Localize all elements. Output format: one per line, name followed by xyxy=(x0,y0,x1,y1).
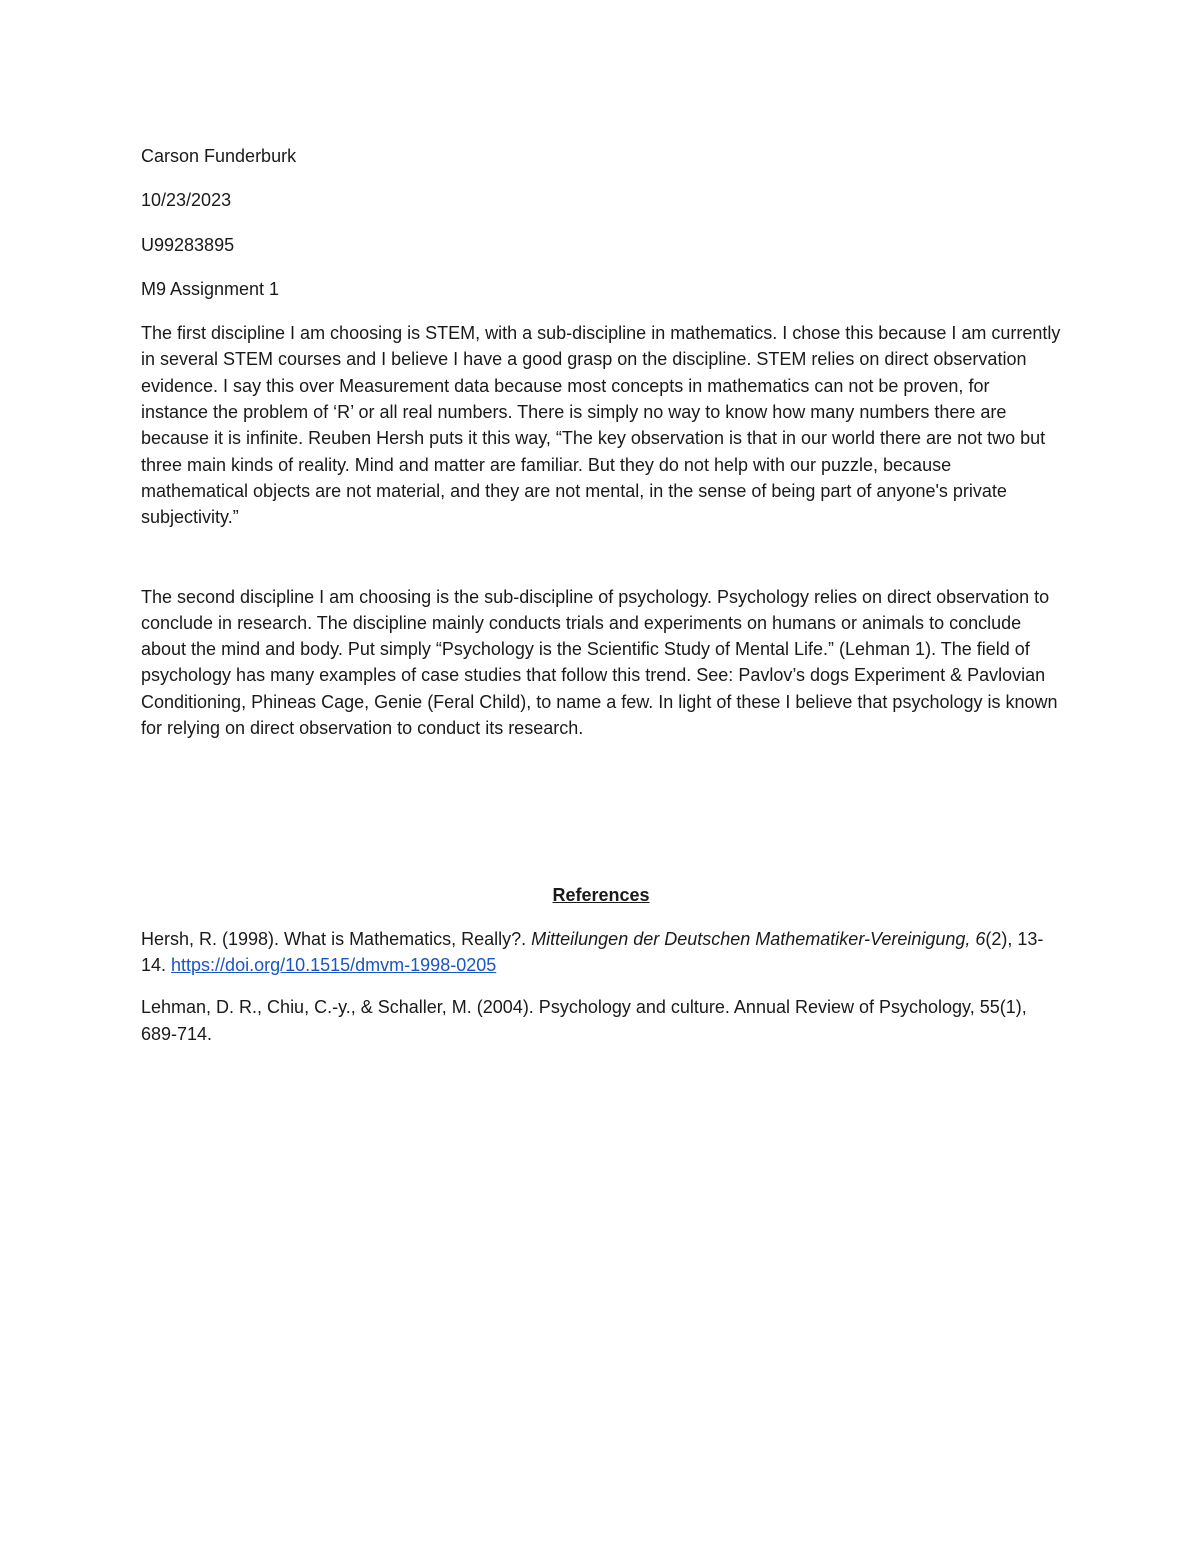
submission-date: 10/23/2023 xyxy=(141,190,232,211)
reference-hersh-journal: Mitteilungen der Deutschen Mathematiker-Vereinigung, 6 xyxy=(531,928,986,949)
body-paragraph-1: The first discipline I am choosing is STEM, with a sub-discipline in mathematics. I chose this because I am currently in several STEM courses and I believe I have a good grasp on the discipline. STEM relies on direct observation evidence. I say this over Measurement data because most concepts in mathematics can not be proven, for instance the problem of ‘R’ or all real numbers. There is simply no way to know how many numbers there are because it is infinite. Reuben Hersh puts it this way, “The key observation is that in our world there are not two but three main kinds of reality. Mind and matter are familiar. But they do not help with our puzzle, because mathematical objects are not material, and they are not mental, in the sense of being part of anyone's private subjectivity.” xyxy=(141,323,1061,528)
references-heading: References xyxy=(552,885,650,906)
body-paragraph-2: The second discipline I am choosing is the sub-discipline of psychology. Psychology relies on direct observation to conclude in research. The discipline mainly conducts trials and experiments on humans or animals to conclude about the mind and body. Put simply “Psychology is the Scientific Study of Mental Life.” (Lehman 1). The field of psychology has many examples of case studies that follow this trend. See: Pavlov’s dogs Experiment & Pavlovian Conditioning, Phineas Cage, Genie (Feral Child), to name a few. In light of these I believe that psychology is known for relying on direct observation to conduct its research. xyxy=(141,586,1058,739)
author-name: Carson Funderburk xyxy=(141,146,297,166)
assignment-title: M9 Assignment 1 xyxy=(141,278,280,299)
reference-hersh-doi-link[interactable]: https://doi.org/10.1515/dmvm-1998-0205 xyxy=(171,954,497,975)
reference-hersh-volume: (2), 13-14. xyxy=(141,928,1044,975)
reference-lehman: Lehman, D. R., Chiu, C.-y., & Schaller, M. (2004). Psychology and culture. Annual Review of Psychology, 55(1), 689-714. xyxy=(141,997,1027,1044)
student-id: U99283895 xyxy=(141,234,235,255)
reference-hersh xyxy=(141,926,1061,979)
document-content xyxy=(141,143,1061,1047)
reference-hersh-prefix: Hersh, R. (1998). What is Mathematics, Really?. xyxy=(141,928,532,949)
